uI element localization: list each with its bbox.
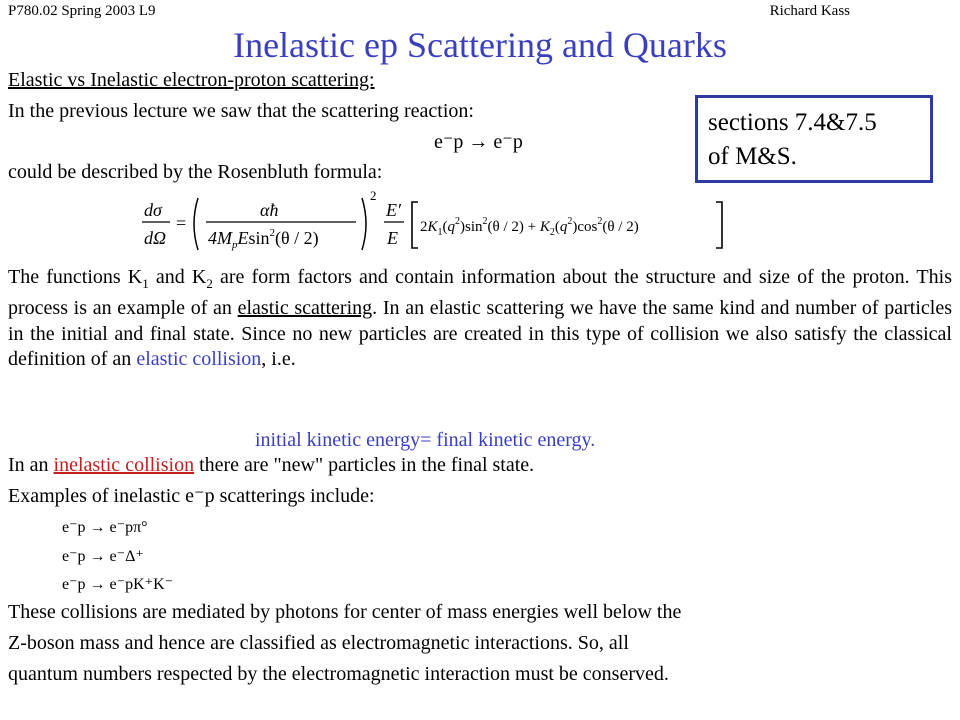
svg-text:E: E bbox=[387, 228, 398, 248]
closing-line-3: quantum numbers respected by the electromagnetic interaction must be conserved. bbox=[8, 663, 669, 685]
svg-text:dσ: dσ bbox=[144, 200, 162, 220]
para-text-1: The functions K bbox=[8, 266, 143, 288]
rosenbluth-line: could be described by the Rosenbluth formula: bbox=[8, 161, 383, 183]
para-text-2: and K bbox=[148, 266, 207, 288]
reaction-example-3: e⁻p → e⁻pK⁺K⁻ bbox=[62, 576, 174, 593]
svg-text:2: 2 bbox=[370, 190, 377, 203]
rosenbluth-formula bbox=[142, 190, 732, 255]
page-title: Inelastic ep Scattering and Quarks bbox=[233, 25, 727, 65]
para-text-3: are form factors and contain information about the structure and size of the proton. This process is an example of an bbox=[8, 266, 952, 320]
svg-text:4MpEsin2(θ / 2): $4M_pEsin^2(\theta / 2)$ bbox=[208, 227, 319, 251]
elastic-scattering-term: elastic scattering bbox=[237, 297, 373, 320]
reaction-main: e⁻p → e⁻p bbox=[434, 131, 523, 153]
inelastic-suffix: there are "new" particles in the final state. bbox=[194, 454, 535, 476]
energy-statement: initial kinetic energy= final kinetic energy. bbox=[255, 429, 596, 451]
svg-text:αħ: αħ bbox=[260, 200, 279, 220]
form-factor-paragraph bbox=[8, 265, 952, 373]
k2-subscript: 2 bbox=[206, 276, 213, 291]
reaction-example-2: e⁻p → e⁻Δ⁺ bbox=[62, 548, 144, 565]
section-heading: Elastic vs Inelastic electron-proton scattering: bbox=[8, 69, 375, 91]
svg-text:=: = bbox=[176, 213, 187, 233]
para-text-5: , i.e. bbox=[261, 348, 296, 371]
reaction-example-1: e⁻p → e⁻pπ° bbox=[62, 519, 148, 536]
k1-subscript: 1 bbox=[142, 276, 149, 291]
inelastic-collision-term: inelastic collision bbox=[53, 454, 195, 476]
header-author: Richard Kass bbox=[769, 3, 850, 19]
elastic-collision-term: elastic collision bbox=[136, 348, 262, 371]
examples-line: Examples of inelastic e⁻p scatterings include: bbox=[8, 485, 375, 507]
box-line-1: sections 7.4&7.5 bbox=[708, 109, 877, 136]
closing-line-1: These collisions are mediated by photons for center of mass energies well below the bbox=[8, 601, 682, 623]
svg-text:2K1(q2)sin2(θ / 2) + K2(q2)cos: $2K_1(q^2)\sin^2(\theta / 2) + K_2(q^2)\cos^2(\theta / 2)$ bbox=[420, 216, 639, 238]
inelastic-line bbox=[8, 453, 534, 478]
header-course: P780.02 Spring 2003 L9 bbox=[8, 3, 156, 19]
inelastic-prefix: In an bbox=[8, 454, 54, 476]
sections-reference-box bbox=[695, 95, 933, 183]
para-text-4: . In an elastic scattering we have the same kind and number of particles in the initial and final state. Since no new particles are created in this type of collision we also satisfy the classical definition of an bbox=[8, 297, 953, 371]
svg-text:dΩ: dΩ bbox=[144, 228, 167, 248]
closing-line-2: Z-boson mass and hence are classified as electromagnetic interactions. So, all bbox=[8, 632, 629, 654]
box-line-2: of M&S. bbox=[708, 143, 797, 170]
svg-text:E′: E′ bbox=[386, 200, 401, 220]
intro-line: In the previous lecture we saw that the scattering reaction: bbox=[8, 100, 474, 122]
